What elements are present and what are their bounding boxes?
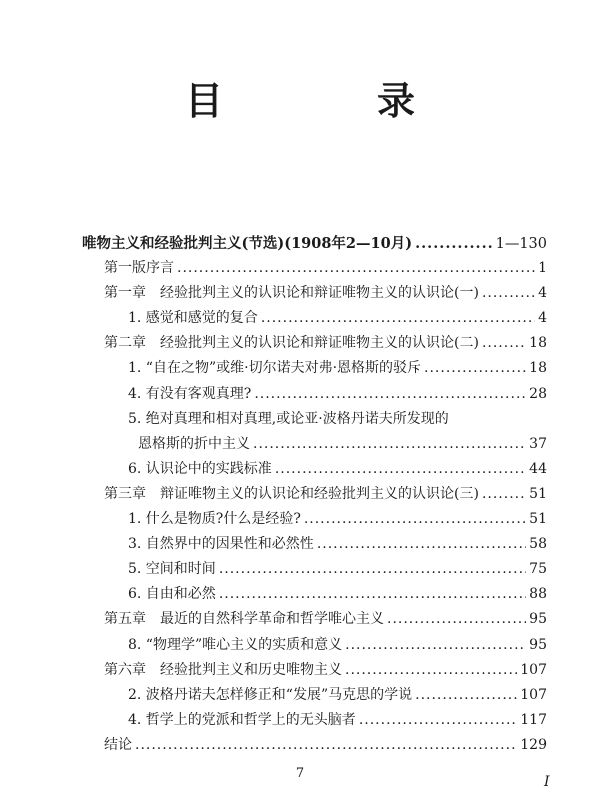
toc-entry	[82, 734, 547, 759]
toc-entry-page: 129	[520, 736, 547, 753]
toc-entry-label: 6. 自由和必然	[128, 586, 216, 603]
toc-entry-label: 4. 有没有客观真理?	[128, 385, 252, 402]
toc-entry-label: 第一章 经验批判主义的认识论和辩证唯物主义的认识论(一)	[104, 285, 479, 302]
toc-entry-label: 第三章 辩证唯物主义的认识论和经验批判主义的认识论(三)	[104, 485, 479, 502]
toc-entry-label: 第五章 最近的自然科学革命和哲学唯心主义	[104, 611, 384, 628]
toc-entry	[82, 508, 547, 533]
toc-entry-label: 3. 自然界中的因果性和必然性	[128, 536, 314, 553]
toc-entry	[82, 282, 547, 307]
toc-entry	[82, 383, 547, 408]
toc-entry-label: 5. 绝对真理和相对真理,或论亚·波格丹诺夫所发现的	[128, 410, 449, 427]
toc-entry-page: 95	[529, 611, 547, 628]
toc-entry-label: 1. “自在之物”或维·切尔诺夫对弗·恩格斯的驳斥	[128, 360, 422, 377]
toc-entry	[82, 433, 547, 458]
toc-entry-page: 37	[529, 435, 547, 452]
toc-entry	[82, 257, 547, 282]
toc-entry-page: 75	[529, 561, 547, 578]
toc-entry	[82, 408, 547, 433]
toc-entry-page: 117	[520, 711, 547, 728]
toc-entry-label: 恩格斯的折中主义	[138, 435, 250, 452]
toc-entry-label: 第六章 经验批判主义和历史唯物主义	[104, 661, 342, 678]
toc-entry	[82, 659, 547, 684]
toc-entry-page: 28	[529, 385, 547, 402]
toc-entry-label: 结论	[104, 736, 132, 753]
toc-entry-page: 51	[529, 511, 547, 528]
toc-entry	[82, 684, 547, 709]
toc-leader-dots	[317, 536, 526, 552]
toc-entry-label: 6. 认识论中的实践标准	[128, 460, 272, 477]
toc-entry	[82, 634, 547, 659]
toc-leader-dots	[415, 687, 517, 703]
toc-entry-page: 95	[529, 636, 547, 653]
toc-leader-dots	[254, 386, 526, 402]
toc-leader-dots	[135, 737, 517, 753]
toc-entry	[82, 709, 547, 734]
toc-entry-label: 第二章 经验批判主义的认识论和辩证唯物主义的认识论(二)	[104, 335, 479, 352]
toc-entry-label: 第一版序言	[104, 260, 174, 277]
toc-leader-dots	[345, 637, 526, 653]
page-title: 目 录	[184, 79, 473, 123]
toc-entry-label: 2. 波格丹诺夫怎样修正和“发展”马克思的学说	[128, 686, 413, 703]
toc-entry-page: 51	[529, 485, 547, 502]
toc-leader-dots	[359, 712, 517, 728]
toc-entry	[82, 307, 547, 332]
toc-entry-page: 58	[529, 536, 547, 553]
toc-entry-page: 107	[520, 661, 547, 678]
toc-leader-dots	[387, 611, 526, 627]
toc-entry	[82, 583, 547, 608]
toc-entry-page: 44	[529, 460, 547, 477]
toc-leader-dots	[177, 260, 535, 276]
toc-leader-dots	[275, 461, 526, 477]
toc-entry-page: 18	[529, 335, 547, 352]
toc-entry	[82, 533, 547, 558]
toc-entry-label: 1. 什么是物质?什么是经验?	[128, 511, 301, 528]
toc-leader-dots	[482, 486, 526, 502]
toc-leader-dots	[219, 561, 526, 577]
toc-entry	[82, 558, 547, 583]
toc-entry-label: 1. 感觉和感觉的复合	[128, 310, 258, 327]
toc-leader-dots	[424, 360, 526, 376]
toc-entry	[82, 458, 547, 483]
toc-leader-dots	[415, 235, 493, 252]
toc-leader-dots	[304, 511, 526, 527]
toc-entry-label: 唯物主义和经验批判主义(节选)(1908年2—10月)	[82, 235, 413, 252]
corner-mark: I	[544, 774, 550, 790]
toc-entry	[82, 483, 547, 508]
toc-entry-page: 18	[529, 360, 547, 377]
toc-leader-dots	[482, 335, 526, 351]
toc-entry-page: 107	[520, 686, 547, 703]
table-of-contents	[82, 232, 547, 759]
toc-leader-dots	[261, 310, 535, 326]
toc-entry-page: 88	[529, 586, 547, 603]
toc-entry	[82, 608, 547, 633]
toc-leader-dots	[253, 436, 526, 452]
toc-entry-page: 4	[538, 310, 547, 327]
page-number: 7	[295, 766, 305, 781]
toc-entry-label: 5. 空间和时间	[128, 561, 216, 578]
toc-leader-dots	[345, 662, 517, 678]
toc-entry-label: 8. “物理学”唯心主义的实质和意义	[128, 636, 343, 653]
toc-leader-dots	[219, 586, 526, 602]
toc-entry	[82, 332, 547, 357]
toc-entry-label: 4. 哲学上的党派和哲学上的无头脑者	[128, 711, 356, 728]
toc-entry	[82, 232, 547, 257]
toc-entry	[82, 357, 547, 382]
toc-entry-page: 1	[538, 260, 547, 277]
toc-entry-page: 4	[538, 285, 547, 302]
toc-leader-dots	[482, 285, 535, 301]
toc-entry-page: 1—130	[495, 236, 547, 252]
